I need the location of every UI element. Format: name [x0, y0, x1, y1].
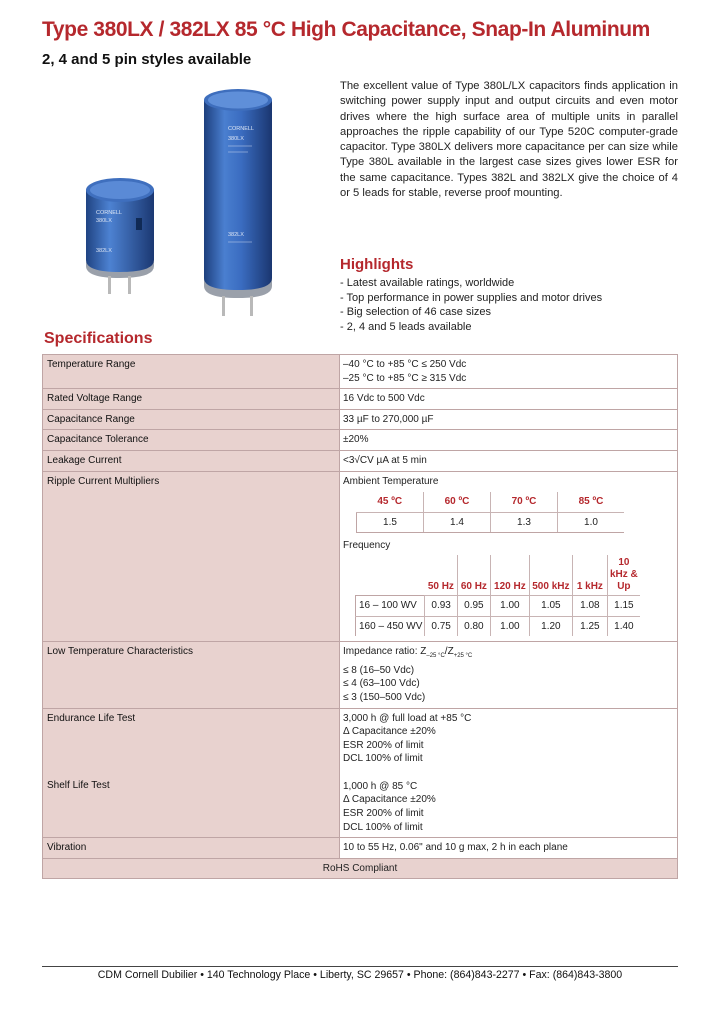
capacitor-photo	[78, 82, 300, 318]
spec-label: Temperature Range	[43, 355, 340, 389]
spec-value: 33 µF to 270,000 µF	[340, 409, 678, 430]
frequency-header: 10 kHz & Up	[607, 555, 640, 596]
specifications-title: Specifications	[44, 330, 153, 347]
frequency-row-label: 160 – 450 WV	[356, 616, 425, 636]
spec-value-line: Δ Capacitance ±20%	[343, 726, 436, 738]
spec-value: 16 Vdc to 500 Vdc	[340, 389, 678, 410]
frequency-row	[356, 616, 640, 636]
ambient-value: 1.4	[424, 512, 491, 533]
frequency-value: 1.00	[490, 595, 529, 616]
small-can-label-type: 380LX	[96, 218, 112, 224]
ambient-title: Ambient Temperature	[343, 475, 439, 487]
spec-row-rohs	[43, 858, 678, 879]
frequency-header: 60 Hz	[457, 555, 490, 596]
frequency-value: 0.80	[457, 616, 490, 636]
frequency-header: 500 kHz	[529, 555, 572, 596]
spec-value: ±20%	[340, 430, 678, 451]
spec-row-ripple	[43, 471, 678, 642]
spec-value-line: 3,000 h @ full load at +85 °C	[343, 712, 472, 724]
spec-label: Leakage Current	[43, 450, 340, 471]
highlights-list	[340, 276, 602, 334]
spec-row-rated-voltage	[43, 389, 678, 410]
footer-contact: CDM Cornell Dubilier • 140 Technology Place • Liberty, SC 29657 • Phone: (864)843-2277 • Fax: (864)843-3800	[97, 969, 623, 981]
frequency-title: Frequency	[343, 540, 391, 552]
ambient-value: 1.5	[357, 512, 424, 533]
frequency-table	[355, 555, 640, 636]
spec-value-line: –40 °C to +85 °C ≤ 250 Vdc	[343, 359, 467, 370]
spec-row-capacitance-range	[43, 409, 678, 430]
rohs-compliant: RoHS Compliant	[43, 858, 678, 879]
ambient-value: 1.0	[558, 512, 625, 533]
spec-row-capacitance-tolerance	[43, 430, 678, 451]
tall-can-label-type2: 382LX	[228, 232, 244, 238]
spec-label: Rated Voltage Range	[43, 389, 340, 410]
highlight-item: - Big selection of 46 case sizes	[340, 305, 602, 320]
small-can-label-type2: 382LX	[96, 248, 112, 254]
highlight-item: - Latest available ratings, worldwide	[340, 276, 602, 291]
spec-value-line: 1,000 h @ 85 °C	[343, 780, 418, 792]
highlight-item: - 2, 4 and 5 leads available	[340, 320, 602, 335]
frequency-header: 50 Hz	[425, 555, 458, 596]
impedance-mid: /Z	[444, 646, 454, 658]
page-title: Type 380LX / 382LX 85 °C High Capacitance, Snap-In Aluminum	[42, 18, 650, 41]
highlight-item: - Top performance in power supplies and motor drives	[340, 291, 602, 306]
spec-label	[43, 708, 340, 838]
spec-value-line: ESR 200% of limit	[343, 739, 424, 751]
spec-value: 10 to 55 Hz, 0.06" and 10 g max, 2 h in each plane	[340, 838, 678, 859]
spec-label: Vibration	[43, 838, 340, 859]
frequency-row	[356, 595, 640, 616]
spec-value-line: DCL 100% of limit	[343, 821, 423, 833]
spec-label: Capacitance Tolerance	[43, 430, 340, 451]
impedance-sub: –25 °C	[426, 653, 445, 660]
spec-value-line: Δ Capacitance ±20%	[343, 794, 436, 806]
ambient-header: 45 ºC	[357, 492, 424, 512]
endurance-label: Endurance Life Test	[47, 712, 136, 724]
frequency-value: 1.08	[572, 595, 607, 616]
frequency-value: 1.20	[529, 616, 572, 636]
intro-paragraph: The excellent value of Type 380L/LX capacitors finds application in switching power supply input and output circuits and even motor drives where the high surface area of multiple units in parallel approaches the ripple capability of our Type 520C computer-grade capacitor. Type 380LX delivers more capacitance per can size while Type 380L available in the largest case sizes gives lower ESR for the same capacitance. Types 382L and 382LX give the choice of 4 or 5 leads for stable, reverse proof mounting.	[340, 80, 678, 200]
ambient-table	[356, 492, 624, 533]
spec-value-line: ≤ 8 (16–50 Vdc)	[343, 664, 415, 676]
spec-row-endurance-shelf	[43, 708, 678, 838]
small-can-label-brand: CORNELL	[96, 210, 122, 216]
spec-row-temperature	[43, 355, 678, 389]
frequency-value: 1.00	[490, 616, 529, 636]
tall-can-label-brand: CORNELL	[228, 126, 254, 132]
spec-value-line: –25 °C to +85 °C ≥ 315 Vdc	[343, 372, 467, 384]
spec-value-line: ≤ 3 (150–500 Vdc)	[343, 691, 426, 703]
frequency-value: 1.05	[529, 595, 572, 616]
impedance-prefix: Impedance ratio: Z	[343, 646, 427, 658]
spec-row-vibration	[43, 838, 678, 859]
tall-capacitor	[204, 89, 272, 316]
frequency-value: 0.95	[457, 595, 490, 616]
spec-value: <3√CV µA at 5 min	[340, 450, 678, 471]
footer-divider	[42, 966, 678, 967]
impedance-ratio	[343, 645, 673, 664]
spec-label: Capacitance Range	[43, 409, 340, 430]
spec-value	[340, 708, 678, 838]
spec-row-leakage-current	[43, 450, 678, 471]
spec-value	[340, 642, 678, 708]
spec-label: Low Temperature Characteristics	[43, 642, 340, 708]
frequency-value: 1.25	[572, 616, 607, 636]
shelf-life-label: Shelf Life Test	[47, 780, 110, 792]
frequency-row-label: 16 – 100 WV	[356, 595, 425, 616]
spec-label: Ripple Current Multipliers	[43, 471, 340, 642]
spec-value-line: ESR 200% of limit	[343, 808, 424, 820]
spec-value-line: DCL 100% of limit	[343, 753, 423, 765]
spec-value	[340, 355, 678, 389]
page-subtitle: 2, 4 and 5 pin styles available	[42, 51, 252, 68]
frequency-value: 1.40	[607, 616, 640, 636]
specifications-table	[42, 354, 678, 879]
spec-value	[340, 471, 678, 642]
frequency-value: 0.93	[425, 595, 458, 616]
frequency-value: 0.75	[425, 616, 458, 636]
ambient-header: 60 ºC	[424, 492, 491, 512]
small-capacitor	[86, 178, 154, 294]
spec-value-line: ≤ 4 (63–100 Vdc)	[343, 678, 420, 690]
spec-row-low-temperature	[43, 642, 678, 708]
frequency-header: 1 kHz	[572, 555, 607, 596]
tall-can-label-type: 380LX	[228, 136, 244, 142]
ambient-header: 85 ºC	[558, 492, 625, 512]
frequency-value: 1.15	[607, 595, 640, 616]
impedance-sub: +25 °C	[453, 653, 473, 660]
ambient-value: 1.3	[491, 512, 558, 533]
frequency-header: 120 Hz	[490, 555, 529, 596]
ambient-header: 70 ºC	[491, 492, 558, 512]
highlights-title: Highlights	[340, 256, 414, 273]
